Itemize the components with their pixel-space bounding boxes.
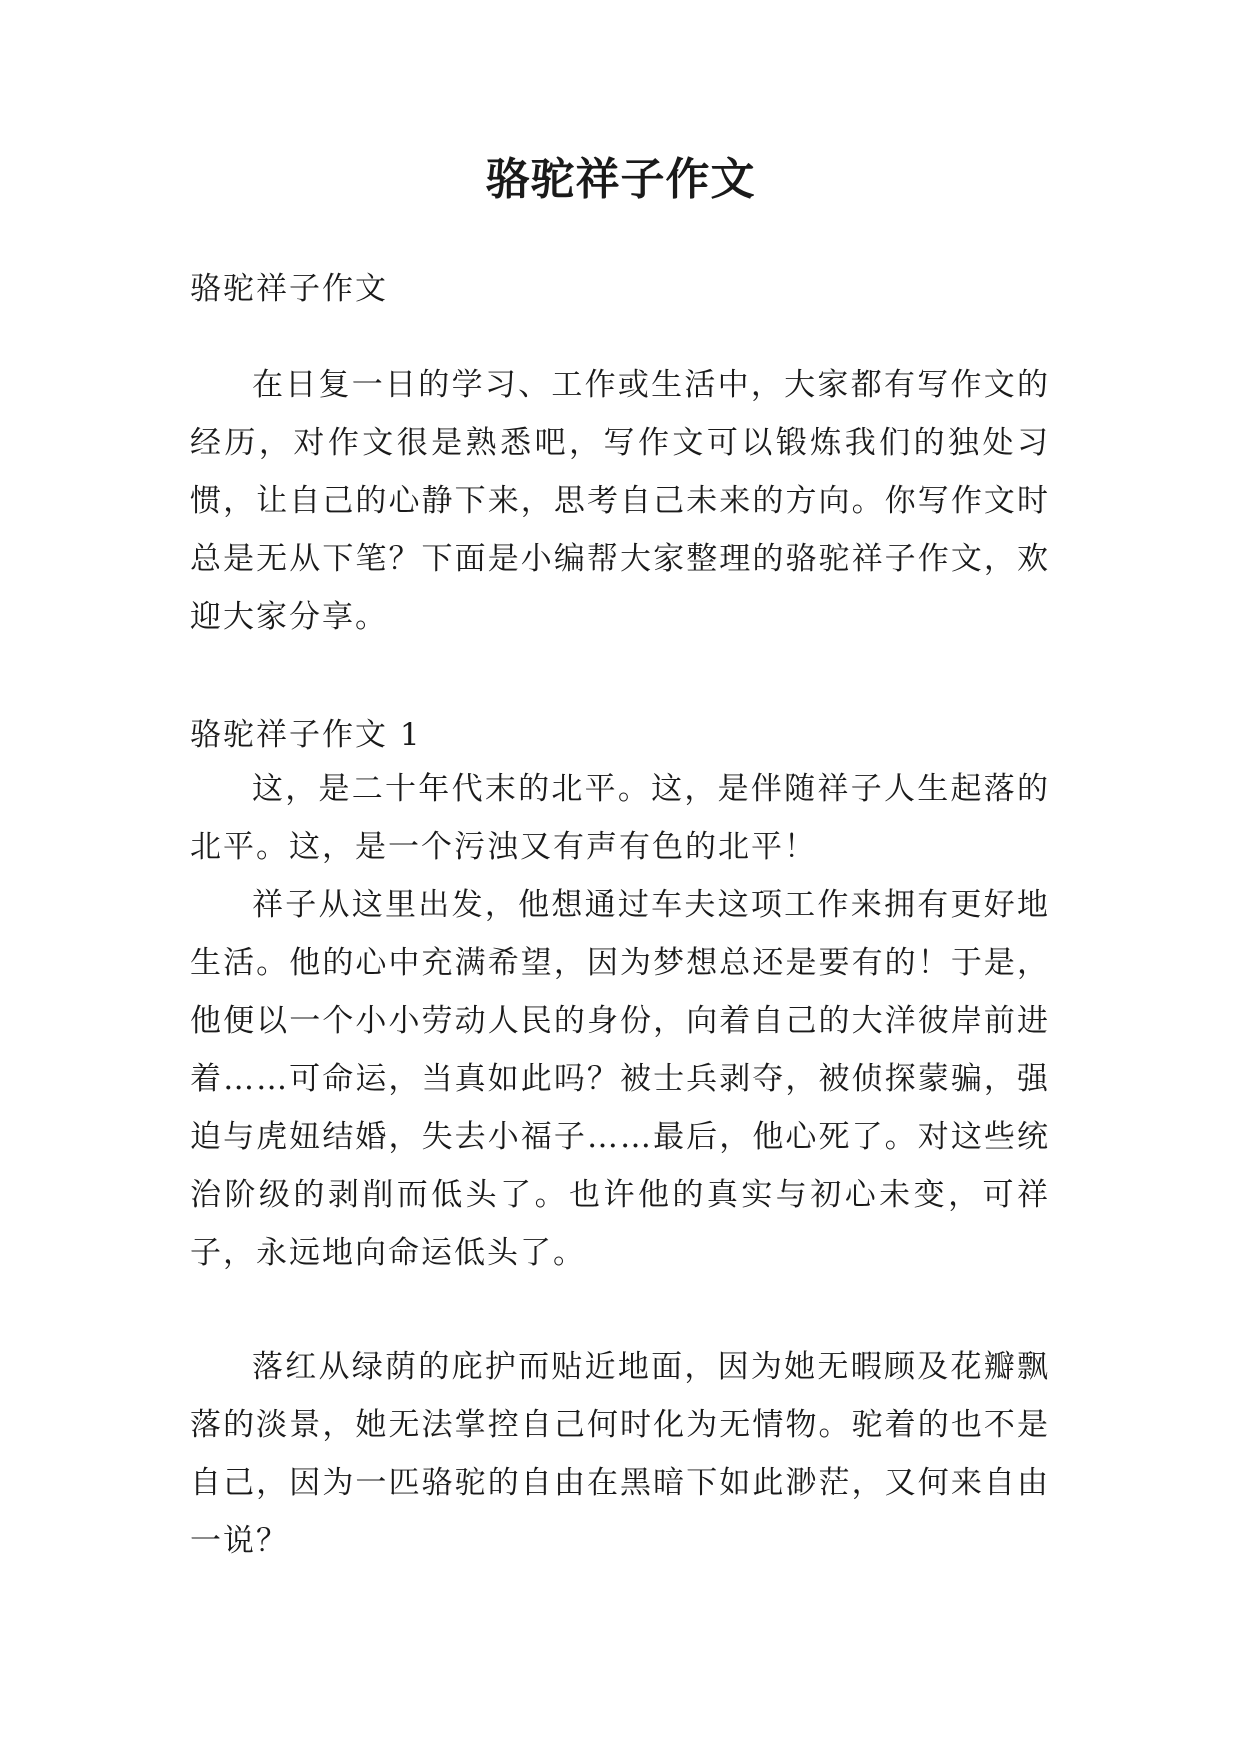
essay-1-paragraph-1: 这，是二十年代末的北平。这，是伴随祥子人生起落的北平。这，是一个污浊又有声有色的北平！ bbox=[190, 771, 1050, 865]
essay-1-paragraph-3: 落红从绿荫的庇护而贴近地面，因为她无暇顾及花瓣飘落的淡景，她无法掌控自己何时化为无情物。驼着的也不是自己，因为一匹骆驼的自由在黑暗下如此渺茫，又何来自由一说？ bbox=[190, 1349, 1050, 1559]
intro-paragraph: 在日复一日的学习、工作或生活中，大家都有写作文的经历，对作文很是熟悉吧，写作文可以锻炼我们的独处习惯，让自己的心静下来，思考自己未来的方向。你写作文时总是无从下笔？下面是小编帮大家整理的骆驼祥子作文，欢迎大家分享。 bbox=[190, 367, 1050, 635]
essay-1-paragraph-2: 祥子从这里出发，他想通过车夫这项工作来拥有更好地生活。他的心中充满希望，因为梦想总还是要有的！于是，他便以一个小小劳动人民的身份，向着自己的大洋彼岸前进着……可命运，当真如此吗？被士兵剥夺，被侦探蒙骗，强迫与虎妞结婚，失去小福子……最后，他心死了。对这些统治阶级的剥削而低头了。也许他的真实与初心未变，可祥子，永远地向命运低头了。 bbox=[190, 887, 1050, 1271]
essay-1-heading: 骆驼祥子作文 1 bbox=[190, 717, 422, 753]
intro-heading: 骆驼祥子作文 bbox=[190, 271, 388, 307]
document-title: 骆驼祥子作文 bbox=[485, 154, 756, 205]
